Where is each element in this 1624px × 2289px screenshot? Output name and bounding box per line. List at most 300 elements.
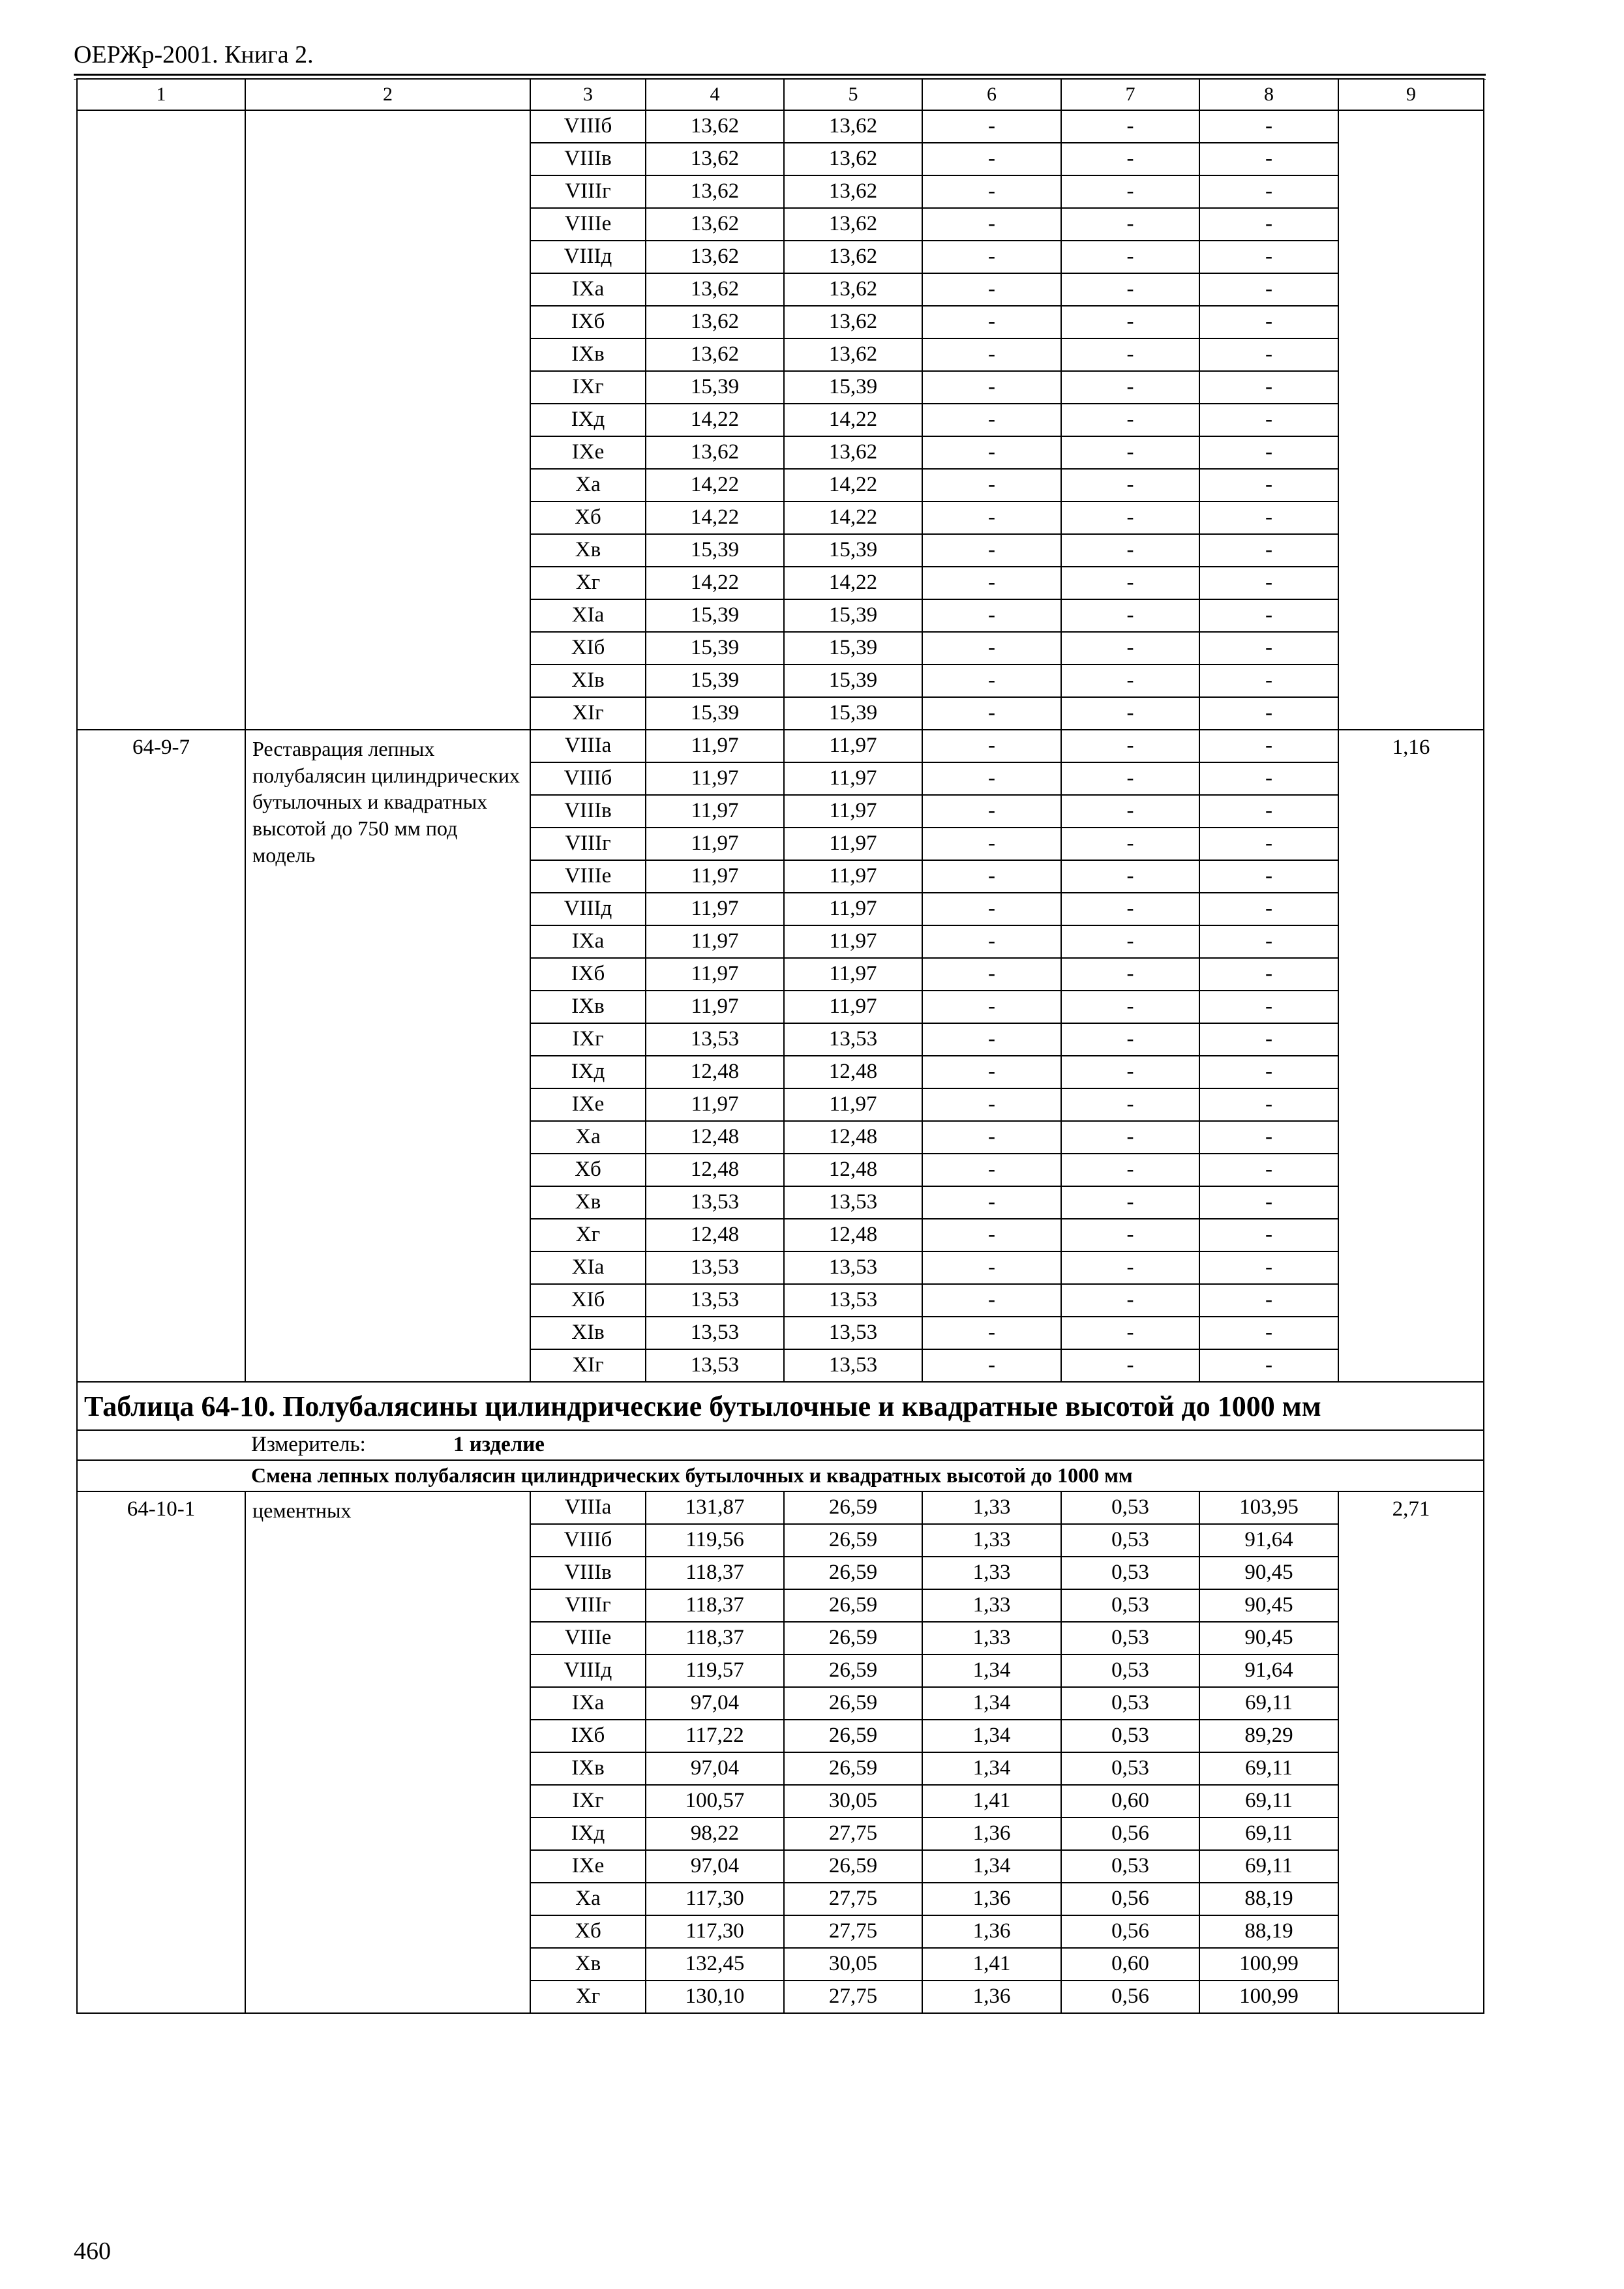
value-col7: 0,60 bbox=[1061, 1948, 1199, 1981]
value-col7: 0,56 bbox=[1061, 1883, 1199, 1915]
value-col6: 1,34 bbox=[922, 1720, 1061, 1752]
value-col4: 11,97 bbox=[646, 795, 784, 828]
table-row bbox=[77, 730, 1484, 762]
value-col7: - bbox=[1061, 371, 1199, 404]
value-col5: 13,62 bbox=[784, 273, 922, 306]
value-col6: - bbox=[922, 697, 1061, 730]
value-col4: 15,39 bbox=[646, 632, 784, 665]
value-col6: - bbox=[922, 632, 1061, 665]
zone-cell: VIIIв bbox=[530, 795, 646, 828]
value-col4: 14,22 bbox=[646, 469, 784, 501]
value-col6: - bbox=[922, 1317, 1061, 1349]
value-col4: 118,37 bbox=[646, 1557, 784, 1589]
column-number-row bbox=[77, 79, 1484, 110]
value-col6: 1,34 bbox=[922, 1687, 1061, 1720]
section-cell bbox=[77, 1460, 1484, 1491]
value-col5: 13,62 bbox=[784, 175, 922, 208]
value-col6: - bbox=[922, 306, 1061, 338]
zone-cell: VIIIг bbox=[530, 1589, 646, 1622]
zone-cell: VIIIд bbox=[530, 1654, 646, 1687]
zone-cell: IXг bbox=[530, 1785, 646, 1818]
code-cell: 64-10-1 bbox=[77, 1491, 245, 2013]
value-col8: - bbox=[1199, 893, 1338, 925]
zone-cell: Xг bbox=[530, 1219, 646, 1251]
value-col8: - bbox=[1199, 338, 1338, 371]
value-col7: - bbox=[1061, 338, 1199, 371]
value-col4: 117,30 bbox=[646, 1915, 784, 1948]
meter-value: 1 изделие bbox=[453, 1432, 545, 1456]
value-col5: 30,05 bbox=[784, 1785, 922, 1818]
value-col4: 15,39 bbox=[646, 371, 784, 404]
value-col8: - bbox=[1199, 1349, 1338, 1382]
value-col7: - bbox=[1061, 1023, 1199, 1056]
value-col7: - bbox=[1061, 795, 1199, 828]
value-col5: 13,62 bbox=[784, 241, 922, 273]
column-number: 9 bbox=[1338, 79, 1484, 110]
value-col8: - bbox=[1199, 925, 1338, 958]
value-col8: - bbox=[1199, 273, 1338, 306]
value-col4: 13,53 bbox=[646, 1251, 784, 1284]
value-col5: 26,59 bbox=[784, 1622, 922, 1654]
value-col6: 1,33 bbox=[922, 1589, 1061, 1622]
value-col5: 15,39 bbox=[784, 534, 922, 567]
value-col6: - bbox=[922, 436, 1061, 469]
value-col8: - bbox=[1199, 110, 1338, 143]
value-col6: 1,34 bbox=[922, 1752, 1061, 1785]
zone-cell: IXе bbox=[530, 436, 646, 469]
value-col6: 1,33 bbox=[922, 1622, 1061, 1654]
value-col5: 15,39 bbox=[784, 665, 922, 697]
value-col4: 15,39 bbox=[646, 697, 784, 730]
value-col6: - bbox=[922, 1284, 1061, 1317]
value-col8: - bbox=[1199, 958, 1338, 991]
value-col5: 15,39 bbox=[784, 632, 922, 665]
zone-cell: Xа bbox=[530, 1883, 646, 1915]
zone-cell: IXа bbox=[530, 925, 646, 958]
value-col5: 13,62 bbox=[784, 338, 922, 371]
value-col8: - bbox=[1199, 534, 1338, 567]
page-header bbox=[74, 40, 1486, 72]
zone-cell: VIIIе bbox=[530, 1622, 646, 1654]
value-col4: 11,97 bbox=[646, 991, 784, 1023]
value-col4: 12,48 bbox=[646, 1056, 784, 1088]
value-col8: - bbox=[1199, 241, 1338, 273]
value-col6: - bbox=[922, 1251, 1061, 1284]
value-col5: 11,97 bbox=[784, 795, 922, 828]
value-col6: 1,36 bbox=[922, 1883, 1061, 1915]
value-col4: 14,22 bbox=[646, 567, 784, 599]
value-col5: 26,59 bbox=[784, 1557, 922, 1589]
table-row bbox=[77, 110, 1484, 143]
value-col7: - bbox=[1061, 730, 1199, 762]
value-col8: 89,29 bbox=[1199, 1720, 1338, 1752]
zone-cell: IXд bbox=[530, 1056, 646, 1088]
value-col5: 13,53 bbox=[784, 1284, 922, 1317]
value-col6: 1,34 bbox=[922, 1850, 1061, 1883]
zone-cell: XIг bbox=[530, 1349, 646, 1382]
value-col7: - bbox=[1061, 697, 1199, 730]
value-col8: - bbox=[1199, 762, 1338, 795]
section-row bbox=[77, 1460, 1484, 1491]
value-col7: - bbox=[1061, 1219, 1199, 1251]
value-col5: 11,97 bbox=[784, 762, 922, 795]
code-cell: 64-9-7 bbox=[77, 730, 245, 1382]
value-col8: - bbox=[1199, 1154, 1338, 1186]
value-col4: 132,45 bbox=[646, 1948, 784, 1981]
value-col6: 1,33 bbox=[922, 1524, 1061, 1557]
zone-cell: VIIIг bbox=[530, 175, 646, 208]
value-col4: 11,97 bbox=[646, 828, 784, 860]
zone-cell: XIв bbox=[530, 665, 646, 697]
value-col4: 13,62 bbox=[646, 110, 784, 143]
value-col4: 13,53 bbox=[646, 1186, 784, 1219]
column-number: 2 bbox=[245, 79, 530, 110]
value-col7: 0,53 bbox=[1061, 1654, 1199, 1687]
value-col5: 27,75 bbox=[784, 1818, 922, 1850]
zone-cell: IXа bbox=[530, 273, 646, 306]
value-col8: - bbox=[1199, 697, 1338, 730]
value-col8: - bbox=[1199, 208, 1338, 241]
value-col5: 12,48 bbox=[784, 1121, 922, 1154]
value-col8: - bbox=[1199, 1219, 1338, 1251]
value-col6: - bbox=[922, 241, 1061, 273]
value-col6: - bbox=[922, 599, 1061, 632]
value-col6: - bbox=[922, 469, 1061, 501]
zone-cell: VIIIд bbox=[530, 893, 646, 925]
value-col7: - bbox=[1061, 501, 1199, 534]
zone-cell: XIб bbox=[530, 1284, 646, 1317]
zone-cell: IXв bbox=[530, 338, 646, 371]
value-col8: 91,64 bbox=[1199, 1524, 1338, 1557]
value-col8: 90,45 bbox=[1199, 1622, 1338, 1654]
value-col7: - bbox=[1061, 860, 1199, 893]
column-number: 6 bbox=[922, 79, 1061, 110]
value-col8: 88,19 bbox=[1199, 1883, 1338, 1915]
value-col4: 11,97 bbox=[646, 762, 784, 795]
value-col8: - bbox=[1199, 1317, 1338, 1349]
table-title: Таблица 64-10. Полубалясины цилиндрические бутылочные и квадратные высотой до 1000 мм bbox=[77, 1382, 1484, 1430]
value-col7: - bbox=[1061, 241, 1199, 273]
value-col4: 118,37 bbox=[646, 1622, 784, 1654]
value-col7: 0,53 bbox=[1061, 1752, 1199, 1785]
value-col7: - bbox=[1061, 665, 1199, 697]
value-col7: 0,56 bbox=[1061, 1981, 1199, 2013]
value-col8: - bbox=[1199, 730, 1338, 762]
value-col6: - bbox=[922, 175, 1061, 208]
value-col7: - bbox=[1061, 1284, 1199, 1317]
value-col4: 13,53 bbox=[646, 1317, 784, 1349]
value-col6: 1,34 bbox=[922, 1654, 1061, 1687]
value-col6: - bbox=[922, 991, 1061, 1023]
zone-cell: VIIIв bbox=[530, 1557, 646, 1589]
value-col4: 13,53 bbox=[646, 1349, 784, 1382]
value-col7: - bbox=[1061, 469, 1199, 501]
value-col7: 0,56 bbox=[1061, 1818, 1199, 1850]
value-col8: 69,11 bbox=[1199, 1687, 1338, 1720]
value-col6: - bbox=[922, 1088, 1061, 1121]
description-cell: цементных bbox=[245, 1491, 530, 2013]
zone-cell: VIIIа bbox=[530, 730, 646, 762]
value-col6: - bbox=[922, 534, 1061, 567]
value-col8: - bbox=[1199, 860, 1338, 893]
value-col4: 97,04 bbox=[646, 1687, 784, 1720]
zone-cell: IXв bbox=[530, 991, 646, 1023]
table-row bbox=[77, 1491, 1484, 1524]
zone-cell: IXд bbox=[530, 1818, 646, 1850]
value-col8: 100,99 bbox=[1199, 1948, 1338, 1981]
value-col5: 27,75 bbox=[784, 1981, 922, 2013]
value-col8: 103,95 bbox=[1199, 1491, 1338, 1524]
value-col7: - bbox=[1061, 404, 1199, 436]
value-col7: - bbox=[1061, 1154, 1199, 1186]
value-col8: - bbox=[1199, 795, 1338, 828]
value-col5: 11,97 bbox=[784, 828, 922, 860]
value-col7: - bbox=[1061, 110, 1199, 143]
value-col6: - bbox=[922, 567, 1061, 599]
value-col5: 11,97 bbox=[784, 1088, 922, 1121]
value-col8: - bbox=[1199, 1121, 1338, 1154]
zone-cell: IXб bbox=[530, 958, 646, 991]
column-number: 4 bbox=[646, 79, 784, 110]
value-col5: 26,59 bbox=[784, 1524, 922, 1557]
value-col8: 91,64 bbox=[1199, 1654, 1338, 1687]
value-col5: 30,05 bbox=[784, 1948, 922, 1981]
zone-cell: VIIIе bbox=[530, 208, 646, 241]
value-col5: 14,22 bbox=[784, 404, 922, 436]
value-col4: 12,48 bbox=[646, 1121, 784, 1154]
value-col8: - bbox=[1199, 1088, 1338, 1121]
value-col7: 0,53 bbox=[1061, 1491, 1199, 1524]
value-col7: - bbox=[1061, 143, 1199, 175]
zone-cell: Xг bbox=[530, 1981, 646, 2013]
value-col4: 13,53 bbox=[646, 1023, 784, 1056]
value-col8: - bbox=[1199, 632, 1338, 665]
zone-cell: Xб bbox=[530, 1915, 646, 1948]
value-col5: 13,62 bbox=[784, 436, 922, 469]
value-col4: 13,62 bbox=[646, 338, 784, 371]
value-col4: 11,97 bbox=[646, 893, 784, 925]
value-col4: 14,22 bbox=[646, 404, 784, 436]
coefficient-cell: 2,71 bbox=[1338, 1491, 1484, 2013]
value-col6: - bbox=[922, 404, 1061, 436]
value-col4: 131,87 bbox=[646, 1491, 784, 1524]
value-col7: - bbox=[1061, 1349, 1199, 1382]
value-col5: 14,22 bbox=[784, 567, 922, 599]
value-col8: - bbox=[1199, 1284, 1338, 1317]
value-col8: - bbox=[1199, 1056, 1338, 1088]
value-col5: 15,39 bbox=[784, 371, 922, 404]
value-col8: - bbox=[1199, 436, 1338, 469]
value-col7: - bbox=[1061, 1317, 1199, 1349]
coefficient-cell: 1,16 bbox=[1338, 730, 1484, 1382]
value-col7: 0,53 bbox=[1061, 1589, 1199, 1622]
value-col6: - bbox=[922, 371, 1061, 404]
meter-row bbox=[77, 1430, 1484, 1460]
value-col7: - bbox=[1061, 1088, 1199, 1121]
value-col7: 0,53 bbox=[1061, 1850, 1199, 1883]
value-col8: 90,45 bbox=[1199, 1557, 1338, 1589]
value-col5: 11,97 bbox=[784, 925, 922, 958]
value-col4: 15,39 bbox=[646, 665, 784, 697]
value-col4: 97,04 bbox=[646, 1752, 784, 1785]
zone-cell: IXа bbox=[530, 1687, 646, 1720]
column-number: 8 bbox=[1199, 79, 1338, 110]
value-col7: - bbox=[1061, 1121, 1199, 1154]
value-col5: 26,59 bbox=[784, 1720, 922, 1752]
value-col4: 13,62 bbox=[646, 208, 784, 241]
value-col6: - bbox=[922, 795, 1061, 828]
zone-cell: Xа bbox=[530, 469, 646, 501]
zone-cell: IXг bbox=[530, 371, 646, 404]
zone-cell: IXе bbox=[530, 1088, 646, 1121]
value-col5: 13,53 bbox=[784, 1023, 922, 1056]
zone-cell: VIIIа bbox=[530, 1491, 646, 1524]
value-col4: 11,97 bbox=[646, 958, 784, 991]
value-col5: 14,22 bbox=[784, 501, 922, 534]
value-col7: - bbox=[1061, 306, 1199, 338]
value-col6: - bbox=[922, 1056, 1061, 1088]
meter-cell bbox=[77, 1430, 1484, 1460]
zone-cell: Xб bbox=[530, 501, 646, 534]
value-col6: 1,33 bbox=[922, 1491, 1061, 1524]
zone-cell: XIг bbox=[530, 697, 646, 730]
value-col4: 14,22 bbox=[646, 501, 784, 534]
value-col8: - bbox=[1199, 599, 1338, 632]
zone-cell: IXб bbox=[530, 306, 646, 338]
zone-cell: IXв bbox=[530, 1752, 646, 1785]
value-col4: 119,57 bbox=[646, 1654, 784, 1687]
zone-cell: XIа bbox=[530, 1251, 646, 1284]
zone-cell: XIа bbox=[530, 599, 646, 632]
value-col7: - bbox=[1061, 893, 1199, 925]
value-col5: 12,48 bbox=[784, 1219, 922, 1251]
value-col6: - bbox=[922, 1154, 1061, 1186]
value-col7: 0,56 bbox=[1061, 1915, 1199, 1948]
value-col6: - bbox=[922, 273, 1061, 306]
value-col5: 26,59 bbox=[784, 1589, 922, 1622]
value-col8: - bbox=[1199, 1023, 1338, 1056]
value-col6: - bbox=[922, 338, 1061, 371]
header-title: ОЕРЖр-2001. Книга 2. bbox=[74, 41, 314, 68]
value-col4: 11,97 bbox=[646, 925, 784, 958]
zone-cell: XIв bbox=[530, 1317, 646, 1349]
value-col8: 88,19 bbox=[1199, 1915, 1338, 1948]
value-col5: 12,48 bbox=[784, 1056, 922, 1088]
value-col8: 100,99 bbox=[1199, 1981, 1338, 2013]
value-col8: - bbox=[1199, 665, 1338, 697]
value-col4: 13,62 bbox=[646, 143, 784, 175]
value-col8: 69,11 bbox=[1199, 1850, 1338, 1883]
value-col6: - bbox=[922, 860, 1061, 893]
value-col6: - bbox=[922, 762, 1061, 795]
value-col7: - bbox=[1061, 273, 1199, 306]
column-number: 5 bbox=[784, 79, 922, 110]
value-col7: - bbox=[1061, 175, 1199, 208]
value-col4: 117,22 bbox=[646, 1720, 784, 1752]
value-col7: 0,53 bbox=[1061, 1622, 1199, 1654]
value-col7: - bbox=[1061, 762, 1199, 795]
description-cell: Реставрация лепных полубалясин цилиндрических бутылочных и квадратных высотой до 750 мм под модель bbox=[245, 730, 530, 1382]
value-col5: 11,97 bbox=[784, 860, 922, 893]
value-col5: 15,39 bbox=[784, 599, 922, 632]
value-col5: 15,39 bbox=[784, 697, 922, 730]
value-col6: - bbox=[922, 893, 1061, 925]
value-col4: 13,62 bbox=[646, 273, 784, 306]
zone-cell: Xб bbox=[530, 1154, 646, 1186]
value-col8: 69,11 bbox=[1199, 1818, 1338, 1850]
value-col6: - bbox=[922, 828, 1061, 860]
value-col6: - bbox=[922, 1219, 1061, 1251]
value-col4: 118,37 bbox=[646, 1589, 784, 1622]
value-col5: 13,53 bbox=[784, 1317, 922, 1349]
value-col6: 1,36 bbox=[922, 1915, 1061, 1948]
column-number: 3 bbox=[530, 79, 646, 110]
value-col4: 13,62 bbox=[646, 306, 784, 338]
value-col8: - bbox=[1199, 1186, 1338, 1219]
value-col6: - bbox=[922, 110, 1061, 143]
value-col4: 11,97 bbox=[646, 730, 784, 762]
value-col6: - bbox=[922, 1121, 1061, 1154]
value-col5: 11,97 bbox=[784, 893, 922, 925]
value-col7: 0,53 bbox=[1061, 1557, 1199, 1589]
value-col4: 11,97 bbox=[646, 1088, 784, 1121]
value-col8: 69,11 bbox=[1199, 1785, 1338, 1818]
zone-cell: Xг bbox=[530, 567, 646, 599]
value-col7: - bbox=[1061, 567, 1199, 599]
value-col7: 0,53 bbox=[1061, 1720, 1199, 1752]
value-col4: 13,53 bbox=[646, 1284, 784, 1317]
value-col8: - bbox=[1199, 1251, 1338, 1284]
value-col6: - bbox=[922, 1186, 1061, 1219]
value-col7: 0,53 bbox=[1061, 1524, 1199, 1557]
value-col6: - bbox=[922, 1023, 1061, 1056]
value-col4: 13,62 bbox=[646, 436, 784, 469]
value-col5: 13,53 bbox=[784, 1186, 922, 1219]
value-col6: - bbox=[922, 925, 1061, 958]
value-col4: 117,30 bbox=[646, 1883, 784, 1915]
value-col8: - bbox=[1199, 469, 1338, 501]
zone-cell: VIIIе bbox=[530, 860, 646, 893]
value-col6: - bbox=[922, 208, 1061, 241]
value-col4: 97,04 bbox=[646, 1850, 784, 1883]
zone-cell: Xв bbox=[530, 534, 646, 567]
value-col7: - bbox=[1061, 1251, 1199, 1284]
value-col5: 13,62 bbox=[784, 208, 922, 241]
value-col5: 26,59 bbox=[784, 1752, 922, 1785]
value-col4: 13,62 bbox=[646, 241, 784, 273]
value-col4: 12,48 bbox=[646, 1219, 784, 1251]
column-number: 7 bbox=[1061, 79, 1199, 110]
value-col8: - bbox=[1199, 175, 1338, 208]
value-col5: 27,75 bbox=[784, 1915, 922, 1948]
table-title-row bbox=[77, 1382, 1484, 1430]
zone-cell: XIб bbox=[530, 632, 646, 665]
value-col4: 98,22 bbox=[646, 1818, 784, 1850]
table-body bbox=[77, 79, 1484, 2013]
value-col7: - bbox=[1061, 991, 1199, 1023]
value-col6: - bbox=[922, 730, 1061, 762]
zone-cell: IXб bbox=[530, 1720, 646, 1752]
value-col8: - bbox=[1199, 828, 1338, 860]
zone-cell: IXд bbox=[530, 404, 646, 436]
value-col4: 13,62 bbox=[646, 175, 784, 208]
zone-cell: VIIIг bbox=[530, 828, 646, 860]
value-col6: - bbox=[922, 958, 1061, 991]
value-col5: 11,97 bbox=[784, 991, 922, 1023]
value-col5: 13,53 bbox=[784, 1349, 922, 1382]
value-col8: - bbox=[1199, 501, 1338, 534]
value-col7: - bbox=[1061, 1056, 1199, 1088]
